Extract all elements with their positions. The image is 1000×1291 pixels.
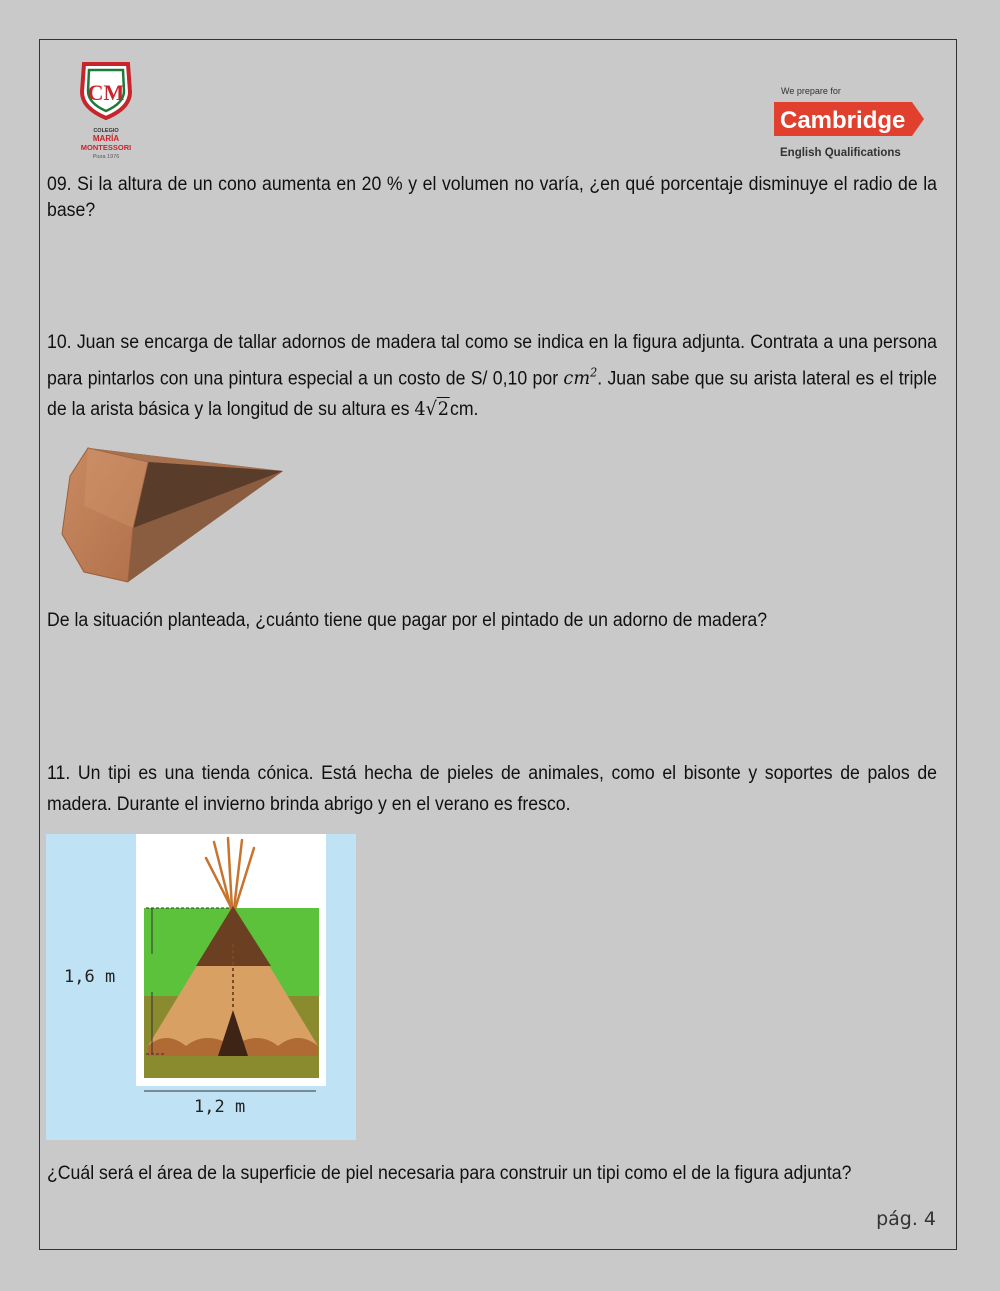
tipi-height-label: 1,6 m bbox=[64, 967, 116, 987]
question-11-ask: ¿Cuál será el área de la superficie de piel necesaria para construir un tipi como el de la figura adjunta? bbox=[47, 1163, 852, 1184]
school-line-2: MARÍA bbox=[92, 134, 120, 143]
school-monogram: CM bbox=[87, 80, 125, 105]
school-logo bbox=[68, 62, 144, 160]
cambridge-tagline: We prepare for bbox=[781, 86, 841, 96]
question-10-ask: De la situación planteada, ¿cuánto tiene que pagar por el pintado de un adorno de madera? bbox=[47, 610, 768, 631]
cambridge-brand: Cambridge bbox=[780, 107, 906, 134]
question-9-text: 09. Si la altura de un cono aumenta en 20 % y el volumen no varía, ¿en qué porcentaje disminuye el radio de la base? bbox=[47, 174, 938, 221]
school-line-4: Piura 1976 bbox=[92, 154, 120, 160]
q10-part2: . Juan sabe que su arista lateral es el triple de la arista básica y la longitud de su altura es bbox=[47, 368, 938, 421]
question-11-text: 11. Un tipi es una tienda cónica. Está hecha de pieles de animales, como el bisonte y soportes de palos de madera. Durante el invierno brinda abrigo y en el verano es fresco. bbox=[47, 763, 938, 815]
q10-height-value: 4√2 bbox=[414, 398, 450, 421]
tipi-width-label: 1,2 m bbox=[194, 1097, 246, 1117]
cambridge-subtitle: English Qualifications bbox=[780, 147, 901, 159]
wood-pyramid-figure bbox=[58, 436, 290, 586]
page-number: pág. 4 bbox=[876, 1208, 936, 1230]
q10-part3: cm. bbox=[449, 399, 479, 421]
question-10-text bbox=[47, 327, 937, 425]
school-line-3: MONTESSORI bbox=[80, 143, 132, 152]
q10-part1: 10. Juan se encarga de tallar adornos de madera tal como se indica en la figura adjunta. Contrata a una persona para pintarlos con una pintura especial a un costo de S/ 0,10 por bbox=[47, 332, 938, 390]
school-line-1: COLEGIO bbox=[93, 128, 119, 134]
tipi-figure bbox=[46, 834, 356, 1140]
cambridge-logo bbox=[772, 82, 932, 164]
q10-unit: $cm^2$ bbox=[563, 366, 598, 390]
